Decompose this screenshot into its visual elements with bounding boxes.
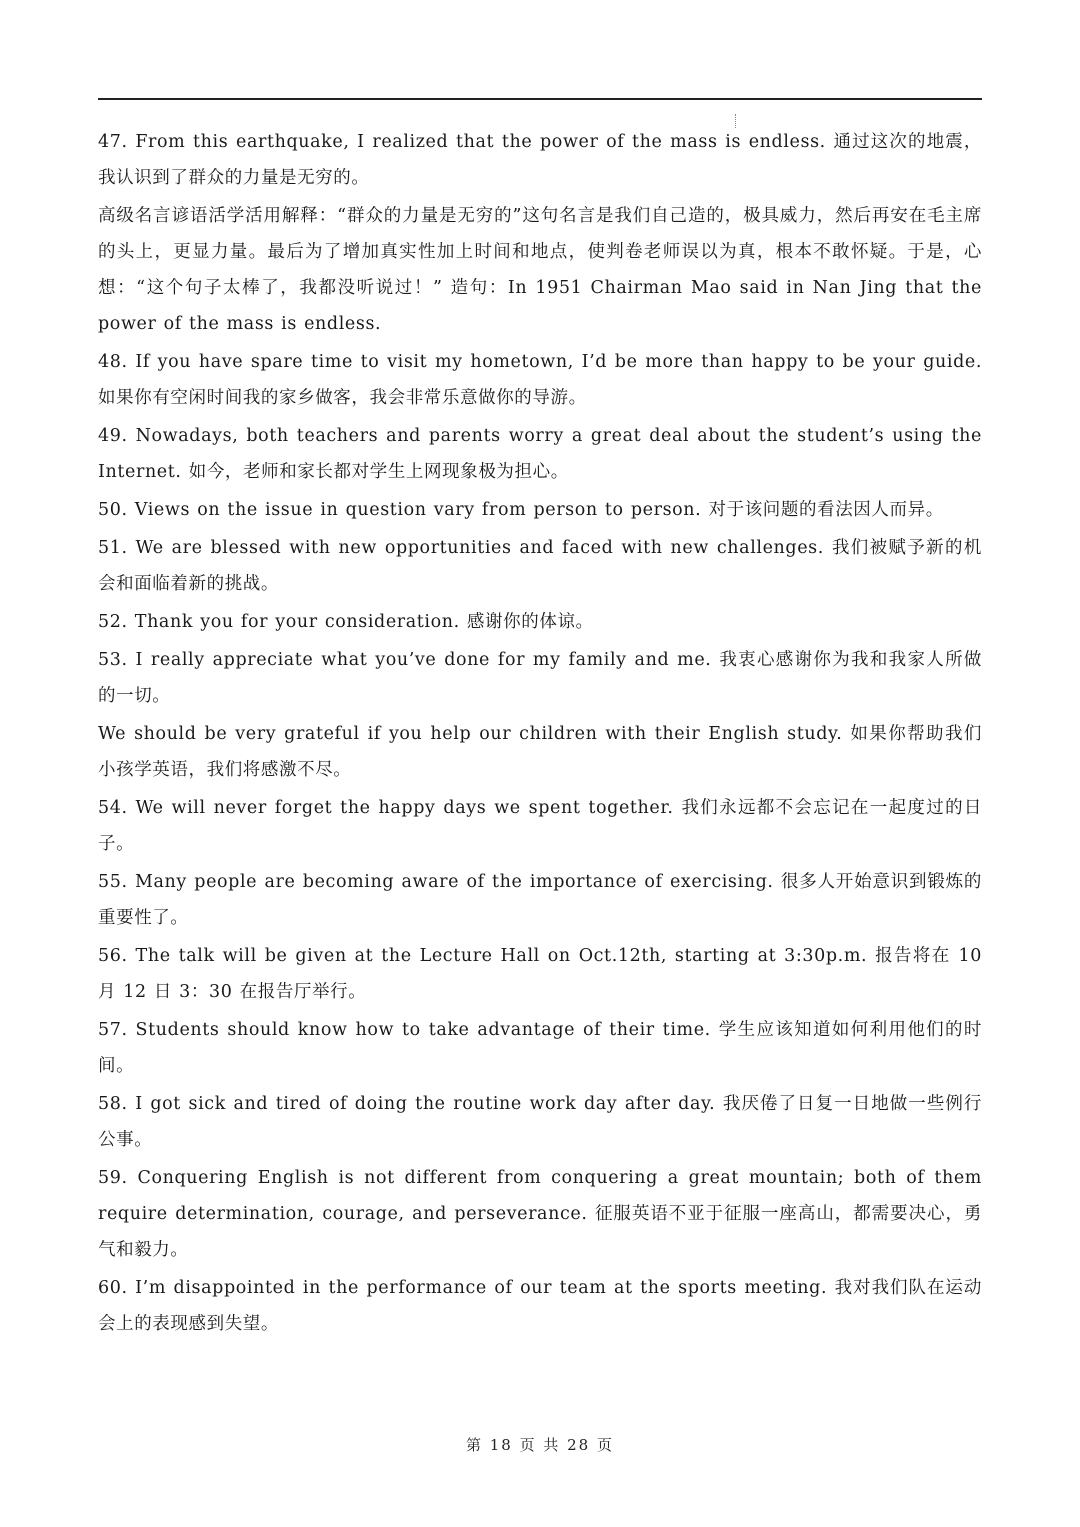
paragraph-54: 54. We will never forget the happy days we spent together. 我们永远都不会忘记在一起度过的日子。 <box>98 798 982 854</box>
paragraph-47: 47. From this earthquake, I realized that the power of the mass is endless. 通过这次的地震，我认识到了群众的力量是无穷的。 <box>98 132 982 188</box>
paragraph-50: 50. Views on the issue in question vary from person to person. 对于该问题的看法因人而异。 <box>98 500 944 520</box>
paragraph-53: 53. I really appreciate what you’ve done for my family and me. 我衷心感谢你为我和我家人所做的一切。 <box>98 650 982 706</box>
paragraph-56: 56. The talk will be given at the Lecture Hall on Oct.12th, starting at 3:30p.m. 报告将在 10 月 12 日 3：30 在报告厅举行。 <box>98 946 982 1002</box>
paragraph-57: 57. Students should know how to take advantage of their time. 学生应该知道如何利用他们的时间。 <box>98 1020 982 1076</box>
paragraph-48: 48. If you have spare time to visit my hometown, I’d be more than happy to be your guide. 如果你有空闲时间我的家乡做客，我会非常乐意做你的导游。 <box>98 352 982 408</box>
paragraph-59: 59. Conquering English is not different from conquering a great mountain; both of them require determination, courage, and perseverance. 征服英语不亚于征服一座高山，都需要决心，勇气和毅力。 <box>98 1168 982 1260</box>
paragraph-51: 51. We are blessed with new opportunities and faced with new challenges. 我们被赋予新的机会和面临着新的挑战。 <box>98 538 982 594</box>
paragraph-explanation: 高级名言谚语活学活用解释：“群众的力量是无穷的”这句名言是我们自己造的，极具威力，然后再安在毛主席的头上，更显力量。最后为了增加真实性加上时间和地点，使判卷老师误以为真，根本不敢怀疑。于是，心想：“这个句子太棒了，我都没听说过！” 造句：In 1951 Chairman Mao said in Nan Jing that the power of the mass is endless. <box>98 206 982 334</box>
paragraph-52: 52. Thank you for your consideration. 感谢你的体谅。 <box>98 612 594 632</box>
page-number-footer: 第 18 页 共 28 页 <box>465 1436 614 1454</box>
paragraph-49: 49. Nowadays, both teachers and parents worry a great deal about the student’s using the Internet. 如今，老师和家长都对学生上网现象极为担心。 <box>98 426 982 482</box>
header-rule <box>98 98 982 100</box>
document-body <box>98 124 982 1344</box>
paragraph-60: 60. I’m disappointed in the performance of our team at the sports meeting. 我对我们队在运动会上的表现感到失望。 <box>98 1278 982 1334</box>
paragraph-58: 58. I got sick and tired of doing the routine work day after day. 我厌倦了日复一日地做一些例行公事。 <box>98 1094 982 1150</box>
paragraph-55: 55. Many people are becoming aware of the importance of exercising. 很多人开始意识到锻炼的重要性了。 <box>98 872 982 928</box>
paragraph-53-extra: We should be very grateful if you help our children with their English study. 如果你帮助我们小孩学英语，我们将感激不尽。 <box>98 724 982 780</box>
